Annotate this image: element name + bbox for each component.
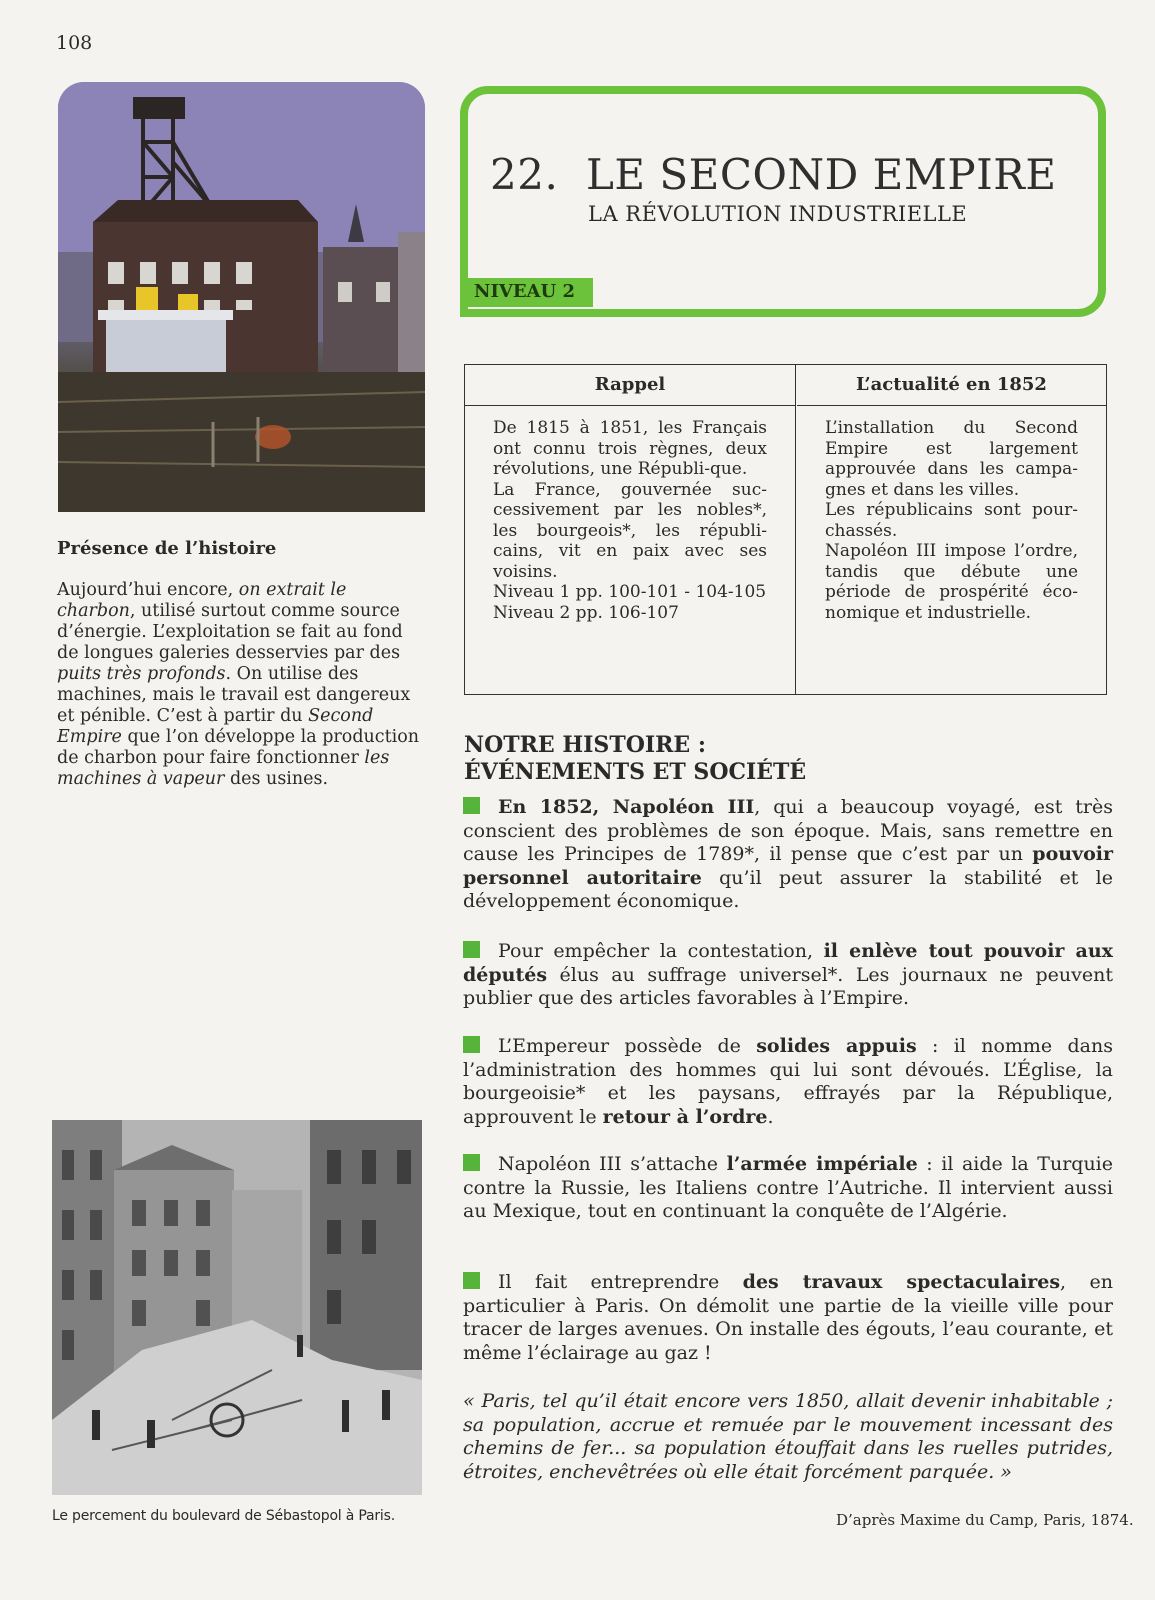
- sidebar-text: Aujourd’hui encore, on extrait le charbon, utilisé surtout comme source d’énergie. L’exploitation se fait au fond de longues galeries desservies par des puits très profonds. On utilise des machines, mais le travail est dangereux et pénible. C’est à partir du Second Empire que l’on développe la production de charbon pour faire fonctionner les machines à vapeur des usines.: [57, 580, 420, 789]
- history-paragraph: [463, 1153, 1113, 1224]
- section-title-line: ÉVÉNEMENTS ET SOCIÉTÉ: [464, 759, 807, 785]
- rappel-paragraph: La France, gouvernée suc-cessivement par les nobles*, les bourgeois*, les républi-cains, vit en paix avec ses voisins.: [493, 479, 767, 582]
- historical-quote: « Paris, tel qu’il était encore vers 1850, allait devenir inhabitable ; sa population, accrue et remuée par le mouvement incessant des chemins de fer... sa population étouffait dans les ruelles putrides, étroites, enchevêtrées où elle était forcément parquée. »: [463, 1390, 1113, 1483]
- rappel-column: [465, 365, 796, 694]
- page-number: 108: [56, 32, 93, 54]
- paragraph-text: élus au suffrage universel*. Les journaux ne peuvent publier que des articles favorables à l’Empire.: [463, 963, 1113, 1009]
- sidebar-heading: Présence de l’histoire: [57, 538, 277, 559]
- coal-mine-photo: [58, 82, 425, 512]
- bold-phrase: des travaux spectaculaires: [742, 1271, 1061, 1293]
- green-square-icon: [463, 797, 480, 814]
- green-square-icon: [463, 1272, 480, 1289]
- rappel-paragraph: Niveau 2 pp. 106-107: [493, 602, 679, 623]
- bold-phrase: solides appuis: [756, 1035, 917, 1057]
- chapter-number: 22.: [490, 150, 559, 199]
- engraving-caption: Le percement du boulevard de Sébastopol à Paris.: [52, 1508, 395, 1524]
- bold-phrase: il enlève tout pouvoir aux députés: [463, 940, 1114, 986]
- paragraph-text: , en particulier à Paris. On démolit une partie de la vieille ville pour tracer de larges avenues. On installe des égouts, l’eau courante, et même l’éclairage au gaz !: [463, 1271, 1114, 1364]
- actualite-header: L’actualité en 1852: [797, 365, 1106, 406]
- chapter-title: [490, 150, 1056, 199]
- rappel-header: Rappel: [465, 365, 795, 406]
- level-badge: NIVEAU 2: [460, 278, 593, 307]
- rappel-paragraph: De 1815 à 1851, les Français ont connu trois règnes, deux révolutions, une Républi-que.: [493, 418, 767, 479]
- quote-source: D’après Maxime du Camp, Paris, 1874.: [836, 1511, 1134, 1529]
- chapter-subtitle: LA RÉVOLUTION INDUSTRIELLE: [588, 202, 968, 226]
- section-title-line: NOTRE HISTOIRE :: [464, 732, 706, 758]
- paragraph-text: Il fait entreprendre: [498, 1271, 743, 1293]
- green-square-icon: [463, 1036, 480, 1053]
- paragraph-text: .: [767, 1105, 774, 1128]
- demolition-illustration: [52, 1120, 422, 1495]
- boulevard-engraving: [52, 1120, 422, 1495]
- rappel-table: [464, 364, 1107, 695]
- actualite-paragraph: Les républicains sont pour-chassés.: [825, 500, 1078, 541]
- actualite-paragraph: L’installation du Second Empire est largement approuvée dans les campa-gnes et dans les villes.: [825, 418, 1078, 500]
- coal-mine-illustration: [58, 82, 425, 512]
- paragraph-text: : il aide la Turquie contre la Russie, les Italiens contre l’Autriche. Il intervient aussi au Mexique, tout en continuant la conquête de l’Algérie.: [463, 1153, 1114, 1222]
- actualite-column: [797, 365, 1106, 694]
- paragraph-text: L’Empereur possède de: [498, 1035, 757, 1057]
- actualite-paragraph: Napoléon III impose l’ordre, tandis que débute une période de prospérité éco-nomique et industrielle.: [825, 541, 1078, 623]
- bold-phrase: pouvoir personnel autoritaire: [463, 843, 1113, 889]
- green-square-icon: [463, 941, 480, 958]
- paragraph-text: Pour empêcher la contestation,: [498, 940, 824, 962]
- bold-phrase: l’armée impériale: [726, 1153, 918, 1175]
- paragraph-text: qu’il peut assurer la stabilité et le développement économique.: [463, 866, 1113, 912]
- paragraph-text: Napoléon III s’attache: [498, 1153, 727, 1175]
- history-paragraph: [463, 796, 1113, 914]
- rappel-paragraph: Niveau 1 pp. 100-101 - 104-105: [493, 582, 767, 602]
- chapter-title-text: LE SECOND EMPIRE: [586, 150, 1057, 199]
- section-title: [464, 732, 806, 786]
- bold-phrase: retour à l’ordre: [602, 1105, 768, 1128]
- bold-phrase: En 1852, Napoléon III: [498, 796, 755, 818]
- paragraph-text: , qui a beaucoup voyagé, est très conscient des problèmes de son époque. Mais, sans remettre en cause les Principes de 1789*, il pense que c’est par un: [463, 796, 1113, 865]
- history-paragraph: [463, 940, 1113, 1011]
- green-square-icon: [463, 1154, 480, 1171]
- paragraph-text: : il nomme dans l’administration des hommes qui lui sont dévoués. L’Église, la bourgeoisie* et les paysans, effrayés par la République, approuvent le: [463, 1035, 1113, 1128]
- rappel-body: [465, 406, 795, 623]
- actualite-body: [797, 406, 1106, 623]
- history-paragraph: [463, 1271, 1113, 1365]
- history-paragraph: [463, 1035, 1113, 1129]
